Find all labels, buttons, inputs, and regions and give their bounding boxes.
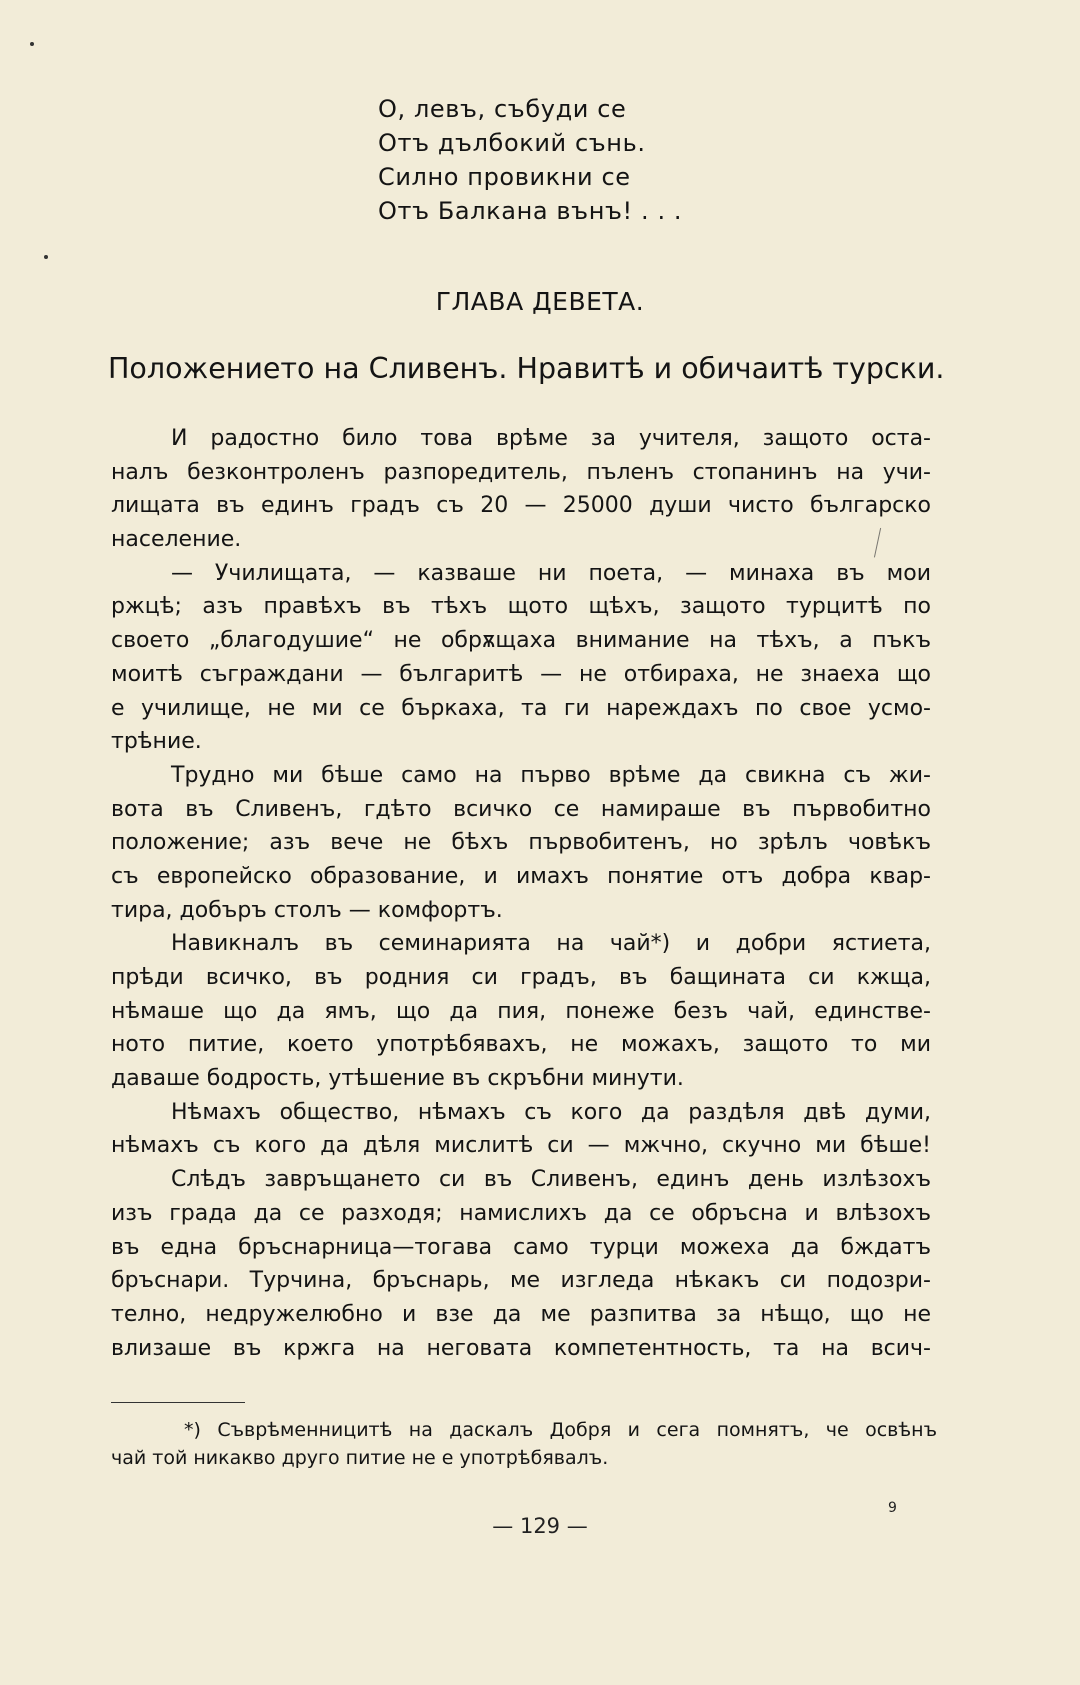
text-line: лищата въ единъ градъ съ 20 — 25000 души чисто българско <box>111 493 931 519</box>
text-line: Навикналъ въ семинарията на чай*) и добри ястиета, <box>171 931 931 957</box>
signature-mark: 9 <box>888 1500 897 1516</box>
text-line: положение; азъ вече не бѣхъ първобитенъ, но зрѣлъ човѣкъ <box>111 830 931 856</box>
verse-line: О, левъ, събуди се <box>378 95 627 123</box>
verse-line: Отъ Балкана вънъ! . . . <box>378 197 683 225</box>
text-line: даваше бодрость, утѣшение въ скръбни минути. <box>111 1066 684 1092</box>
text-line: тира, добъръ столъ — комфортъ. <box>111 897 503 923</box>
text-line: И радостно било това врѣме за учителя, защото оста- <box>171 426 931 451</box>
margin-dot <box>30 42 34 46</box>
chapter-heading: ГЛАВА ДЕВЕТА. <box>435 287 645 316</box>
text-line: съ европейско образование, и имахъ понятие отъ добра квар- <box>111 863 931 889</box>
text-line: Нѣмахъ общество, нѣмахъ съ кого да раздѣля двѣ думи, <box>171 1099 931 1125</box>
text-line: Слѣдъ завръщането си въ Сливенъ, единъ день излѣзохъ <box>171 1167 931 1193</box>
chapter-subtitle: Положението на Сливенъ. Нравитѣ и обичаитѣ турски. <box>108 352 945 385</box>
text-line: Трудно ми бѣше само на първо врѣме да свикна съ жи- <box>171 762 931 788</box>
text-line: нѣмахъ съ кого да дѣля мислитѣ си — мжчно, скучно ми бѣше! <box>111 1133 931 1159</box>
verse-line: Силно провикни се <box>378 163 631 191</box>
footnote-divider <box>111 1402 245 1403</box>
text-line: изъ града да се разходя; намислихъ да се обръсна и влѣзохъ <box>111 1200 931 1226</box>
verse-line: Отъ дълбокий сънь. <box>378 129 646 157</box>
poem-verse <box>378 92 682 228</box>
text-line: — Училищата, — казваше ни поета, — минаха въ мои <box>171 560 931 586</box>
text-line: ното питие, което употрѣбявахъ, не можахъ, защото то ми <box>111 1032 931 1058</box>
text-line: влизаше въ кржга на неговата компетентность, та на всич- <box>111 1335 931 1361</box>
page-number: — 129 — <box>492 1514 588 1538</box>
text-line: налъ безконтроленъ разпоредитель, пъленъ стопанинъ на учи- <box>111 459 931 485</box>
margin-dot <box>44 255 48 259</box>
text-line: вота въ Сливенъ, гдѣто всичко се намираше въ първобитно <box>111 796 931 822</box>
text-line: ржцѣ; азъ правѣхъ въ тѣхъ щото щѣхъ, защото турцитѣ по <box>111 594 931 620</box>
text-line: телно, недружелюбно и взе да ме разпитва за нѣщо, що не <box>111 1301 931 1327</box>
text-line: въ една бръснарница—тогава само турци можеха да бждатъ <box>111 1234 931 1260</box>
text-line: нѣмаше що да ямъ, що да пия, понеже безъ чай, единстве- <box>111 998 931 1024</box>
text-line: бръснари. Турчина, бръснарь, ме изгледа нѣкакъ си подозри- <box>111 1268 931 1294</box>
text-line: трѣние. <box>111 729 202 755</box>
text-line: население. <box>111 527 242 553</box>
text-line: своето „благодушие“ не обрѫщаха внимание на тѣхъ, а пъкъ <box>111 628 931 654</box>
text-line: моитѣ съграждани — българитѣ — не отбираха, не знаеха що <box>111 661 931 687</box>
footnote-line: чай той никакво друго питие не е употрѣбявалъ. <box>111 1447 609 1469</box>
footnote-line: *) Съврѣменницитѣ на даскалъ Добря и сега помнятъ, че освѣнъ <box>184 1419 937 1441</box>
text-line: прѣди всичко, въ родния си градъ, въ бащината си кжща, <box>111 965 931 990</box>
body-text <box>111 422 931 1365</box>
footnote <box>111 1416 937 1472</box>
text-line: е училище, не ми се бъркаха, та ги нареждахъ по свое усмо- <box>111 695 931 721</box>
